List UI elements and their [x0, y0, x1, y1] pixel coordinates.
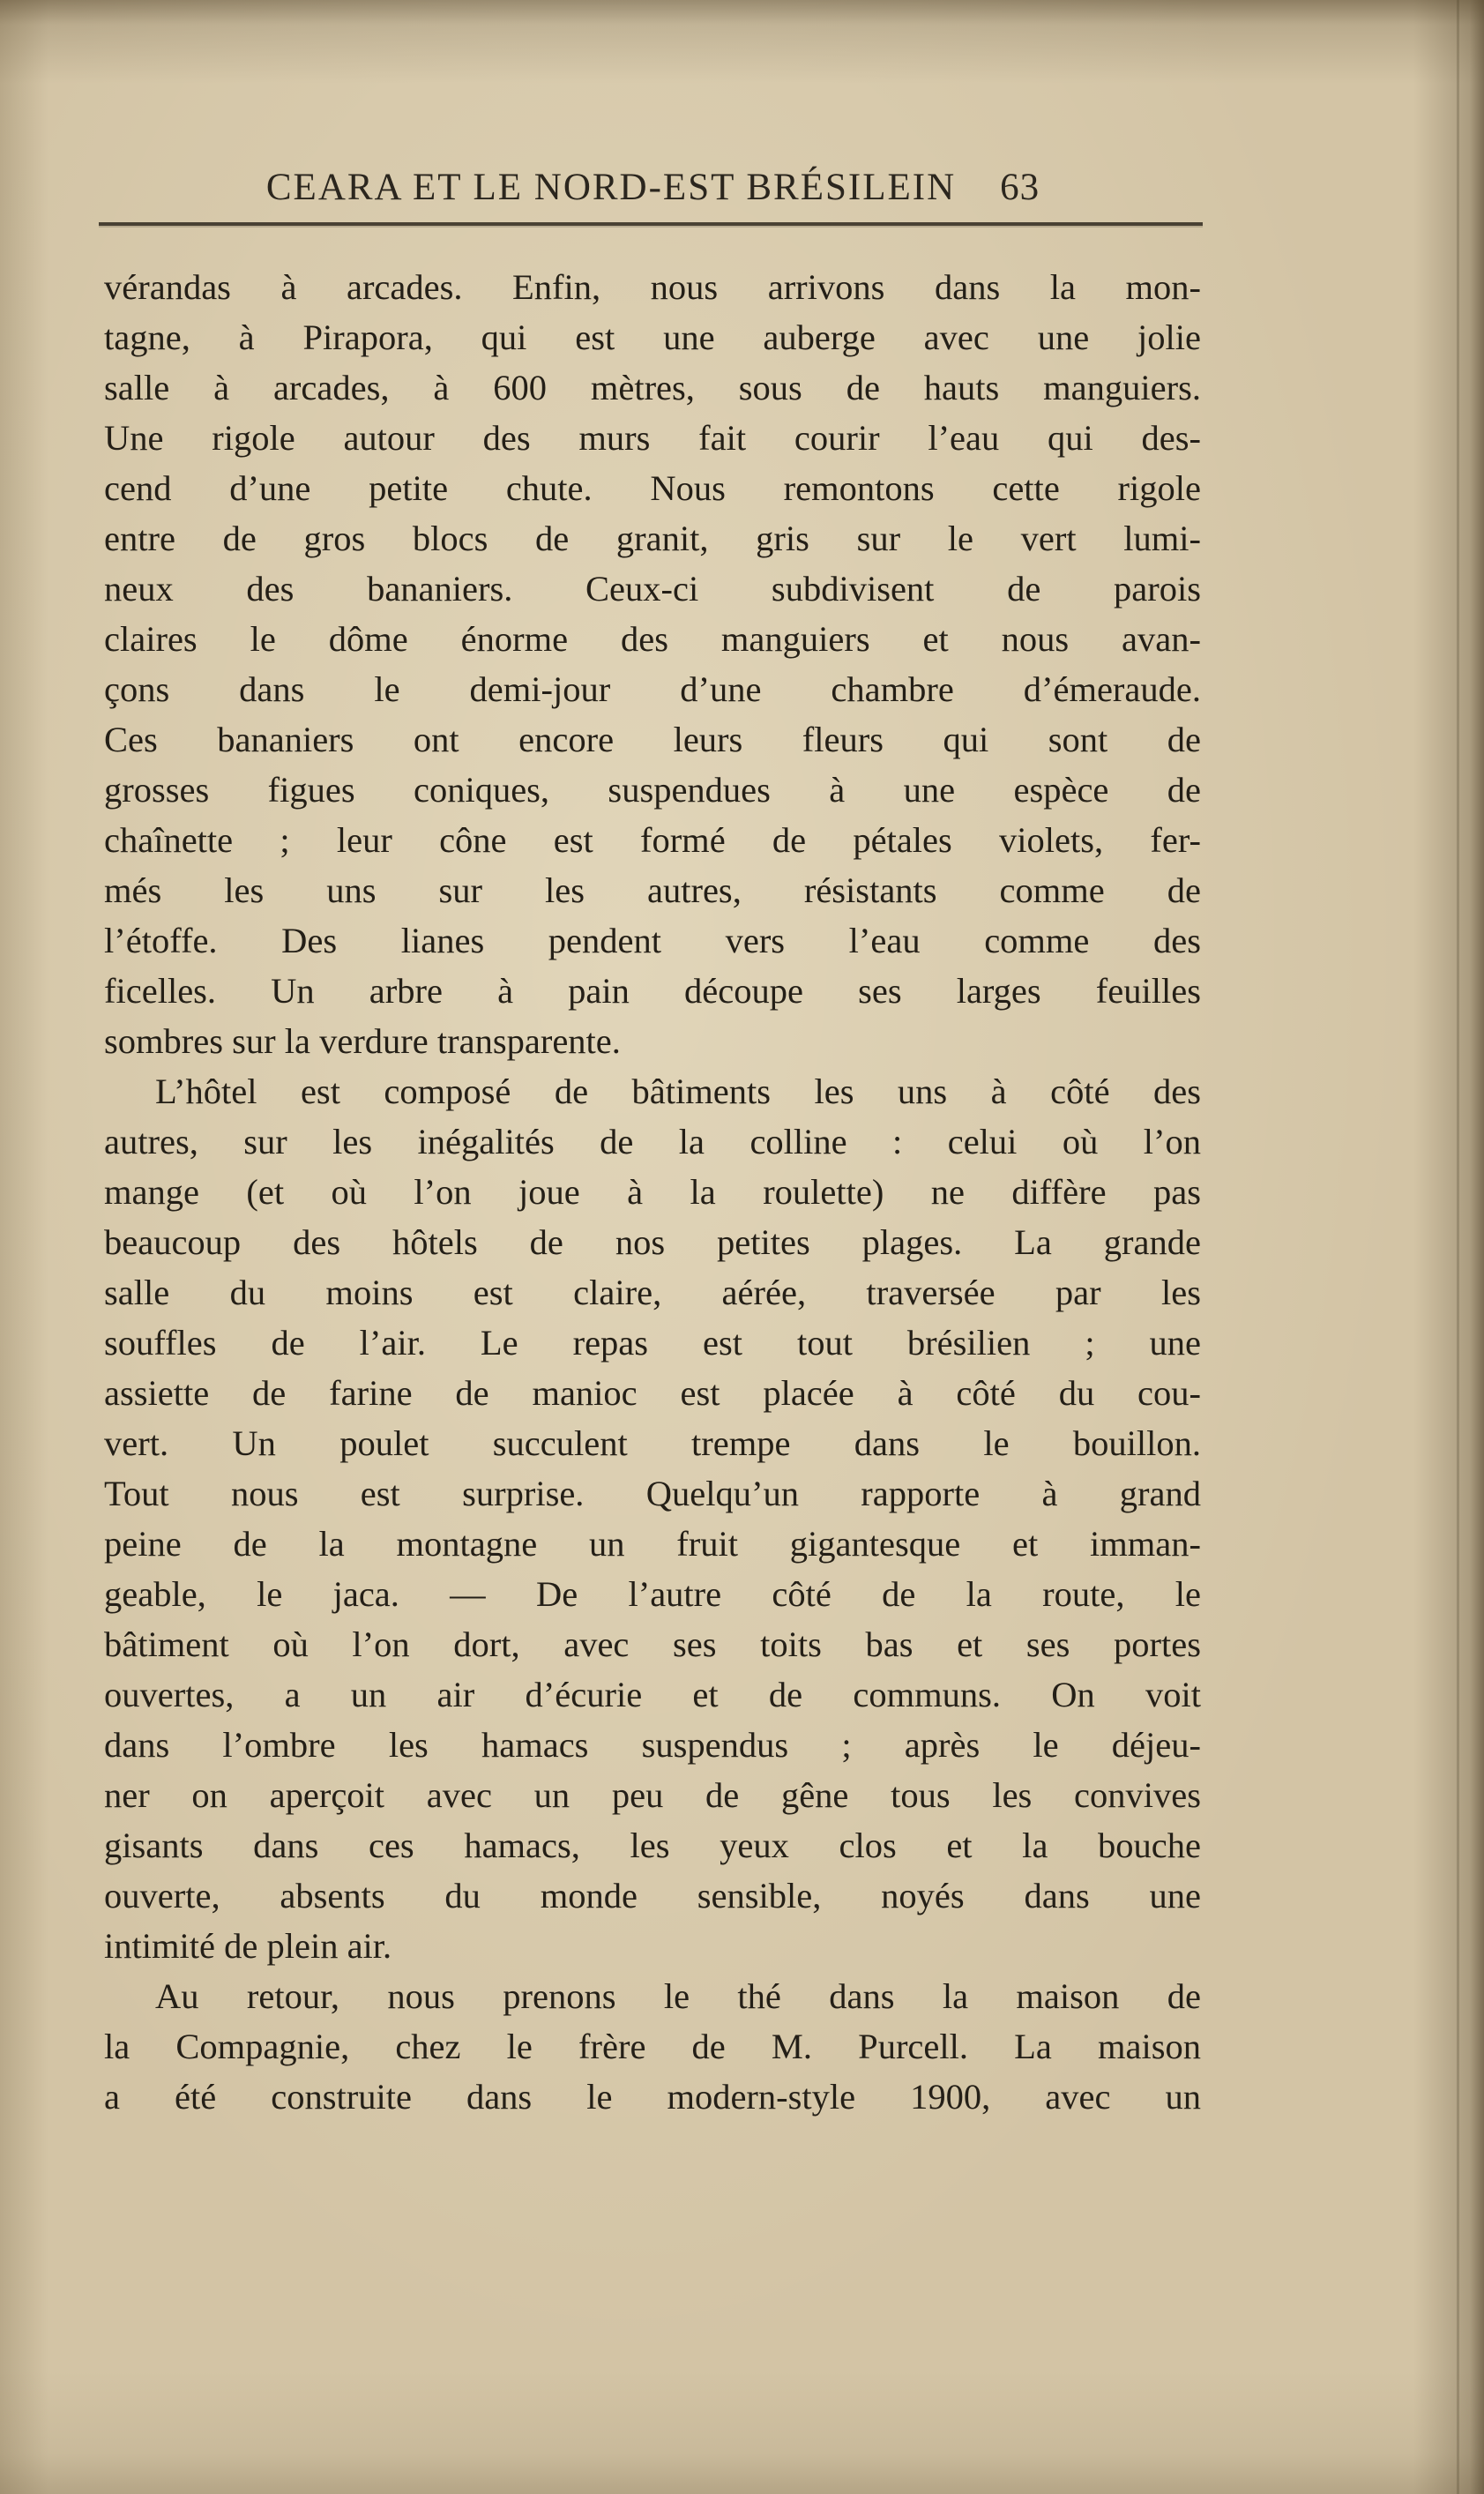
text-line: Une rigole autour des murs fait courir l’eau qui des- — [104, 418, 1201, 458]
text-line: çons dans le demi-jour d’une chambre d’émeraude. — [104, 669, 1201, 709]
text-line: la Compagnie, chez le frère de M. Purcell. La maison — [104, 2027, 1201, 2066]
text-line: peine de la montagne un fruit gigantesque et imman- — [104, 1524, 1201, 1564]
text-line: Tout nous est surprise. Quelqu’un rapporte à grand — [104, 1474, 1201, 1513]
paragraph — [104, 1971, 1201, 2122]
paragraph — [104, 1066, 1201, 1971]
text-line: ouvertes, a un air d’écurie et de communs. On voit — [104, 1675, 1201, 1714]
text-line: dans l’ombre les hamacs suspendus ; après le déjeu- — [104, 1725, 1201, 1765]
text-line: sombres sur la verdure transparente. — [104, 1021, 621, 1061]
text-line: souffles de l’air. Le repas est tout brésilien ; une — [104, 1323, 1201, 1363]
header-rule — [99, 222, 1203, 226]
body-text — [104, 262, 1201, 2122]
text-line: claires le dôme énorme des manguiers et nous avan- — [104, 619, 1201, 659]
page-header — [104, 166, 1202, 209]
paragraph — [104, 262, 1201, 1066]
text-line: l’étoffe. Des lianes pendent vers l’eau comme des — [104, 921, 1201, 960]
page-number: 63 — [1000, 167, 1040, 208]
text-line: bâtiment où l’on dort, avec ses toits bas et ses portes — [104, 1624, 1201, 1664]
text-line: beaucoup des hôtels de nos petites plages. La grande — [104, 1222, 1201, 1262]
text-line: ficelles. Un arbre à pain découpe ses larges feuilles — [104, 971, 1201, 1011]
text-line: més les uns sur les autres, résistants comme de — [104, 870, 1201, 910]
text-line: salle du moins est claire, aérée, traversée par les — [104, 1273, 1201, 1312]
text-line: grosses figues coniques, suspendues à une espèce de — [104, 770, 1201, 810]
text-line: Au retour, nous prenons le thé dans la maison de — [155, 1976, 1201, 2016]
text-line: tagne, à Pirapora, qui est une auberge avec une jolie — [104, 317, 1201, 357]
text-line: autres, sur les inégalités de la colline : celui où l’on — [104, 1122, 1201, 1161]
text-line: gisants dans ces hamacs, les yeux clos et la bouche — [104, 1826, 1201, 1865]
text-line: L’hôtel est composé de bâtiments les uns à côté des — [155, 1072, 1201, 1111]
text-line: ner on aperçoit avec un peu de gêne tous les convives — [104, 1775, 1201, 1815]
text-line: geable, le jaca. — De l’autre côté de la route, le — [104, 1574, 1201, 1614]
text-line: chaînette ; leur cône est formé de pétales violets, fer- — [104, 820, 1201, 860]
running-title: CEARA ET LE NORD-EST BRÉSILEIN — [265, 167, 957, 208]
text-line: entre de gros blocs de granit, gris sur le vert lumi- — [104, 519, 1201, 558]
text-line: cend d’une petite chute. Nous remontons cette rigole — [104, 468, 1201, 508]
text-line: neux des bananiers. Ceux-ci subdivisent de parois — [104, 569, 1201, 609]
text-line: vert. Un poulet succulent trempe dans le bouillon. — [104, 1423, 1201, 1463]
text-line: mange (et où l’on joue à la roulette) ne diffère pas — [104, 1172, 1201, 1212]
text-line: intimité de plein air. — [104, 1926, 392, 1966]
text-line: a été construite dans le modern-style 1900, avec un — [104, 2077, 1201, 2117]
text-line: Ces bananiers ont encore leurs fleurs qui sont de — [104, 720, 1201, 759]
text-line: salle à arcades, à 600 mètres, sous de hauts manguiers. — [104, 368, 1201, 407]
text-line: vérandas à arcades. Enfin, nous arrivons dans la mon- — [104, 267, 1201, 307]
page-edge-shadow — [1457, 0, 1459, 2494]
text-line: ouverte, absents du monde sensible, noyés dans une — [104, 1876, 1201, 1915]
text-line: assiette de farine de manioc est placée à côté du cou- — [104, 1373, 1201, 1413]
